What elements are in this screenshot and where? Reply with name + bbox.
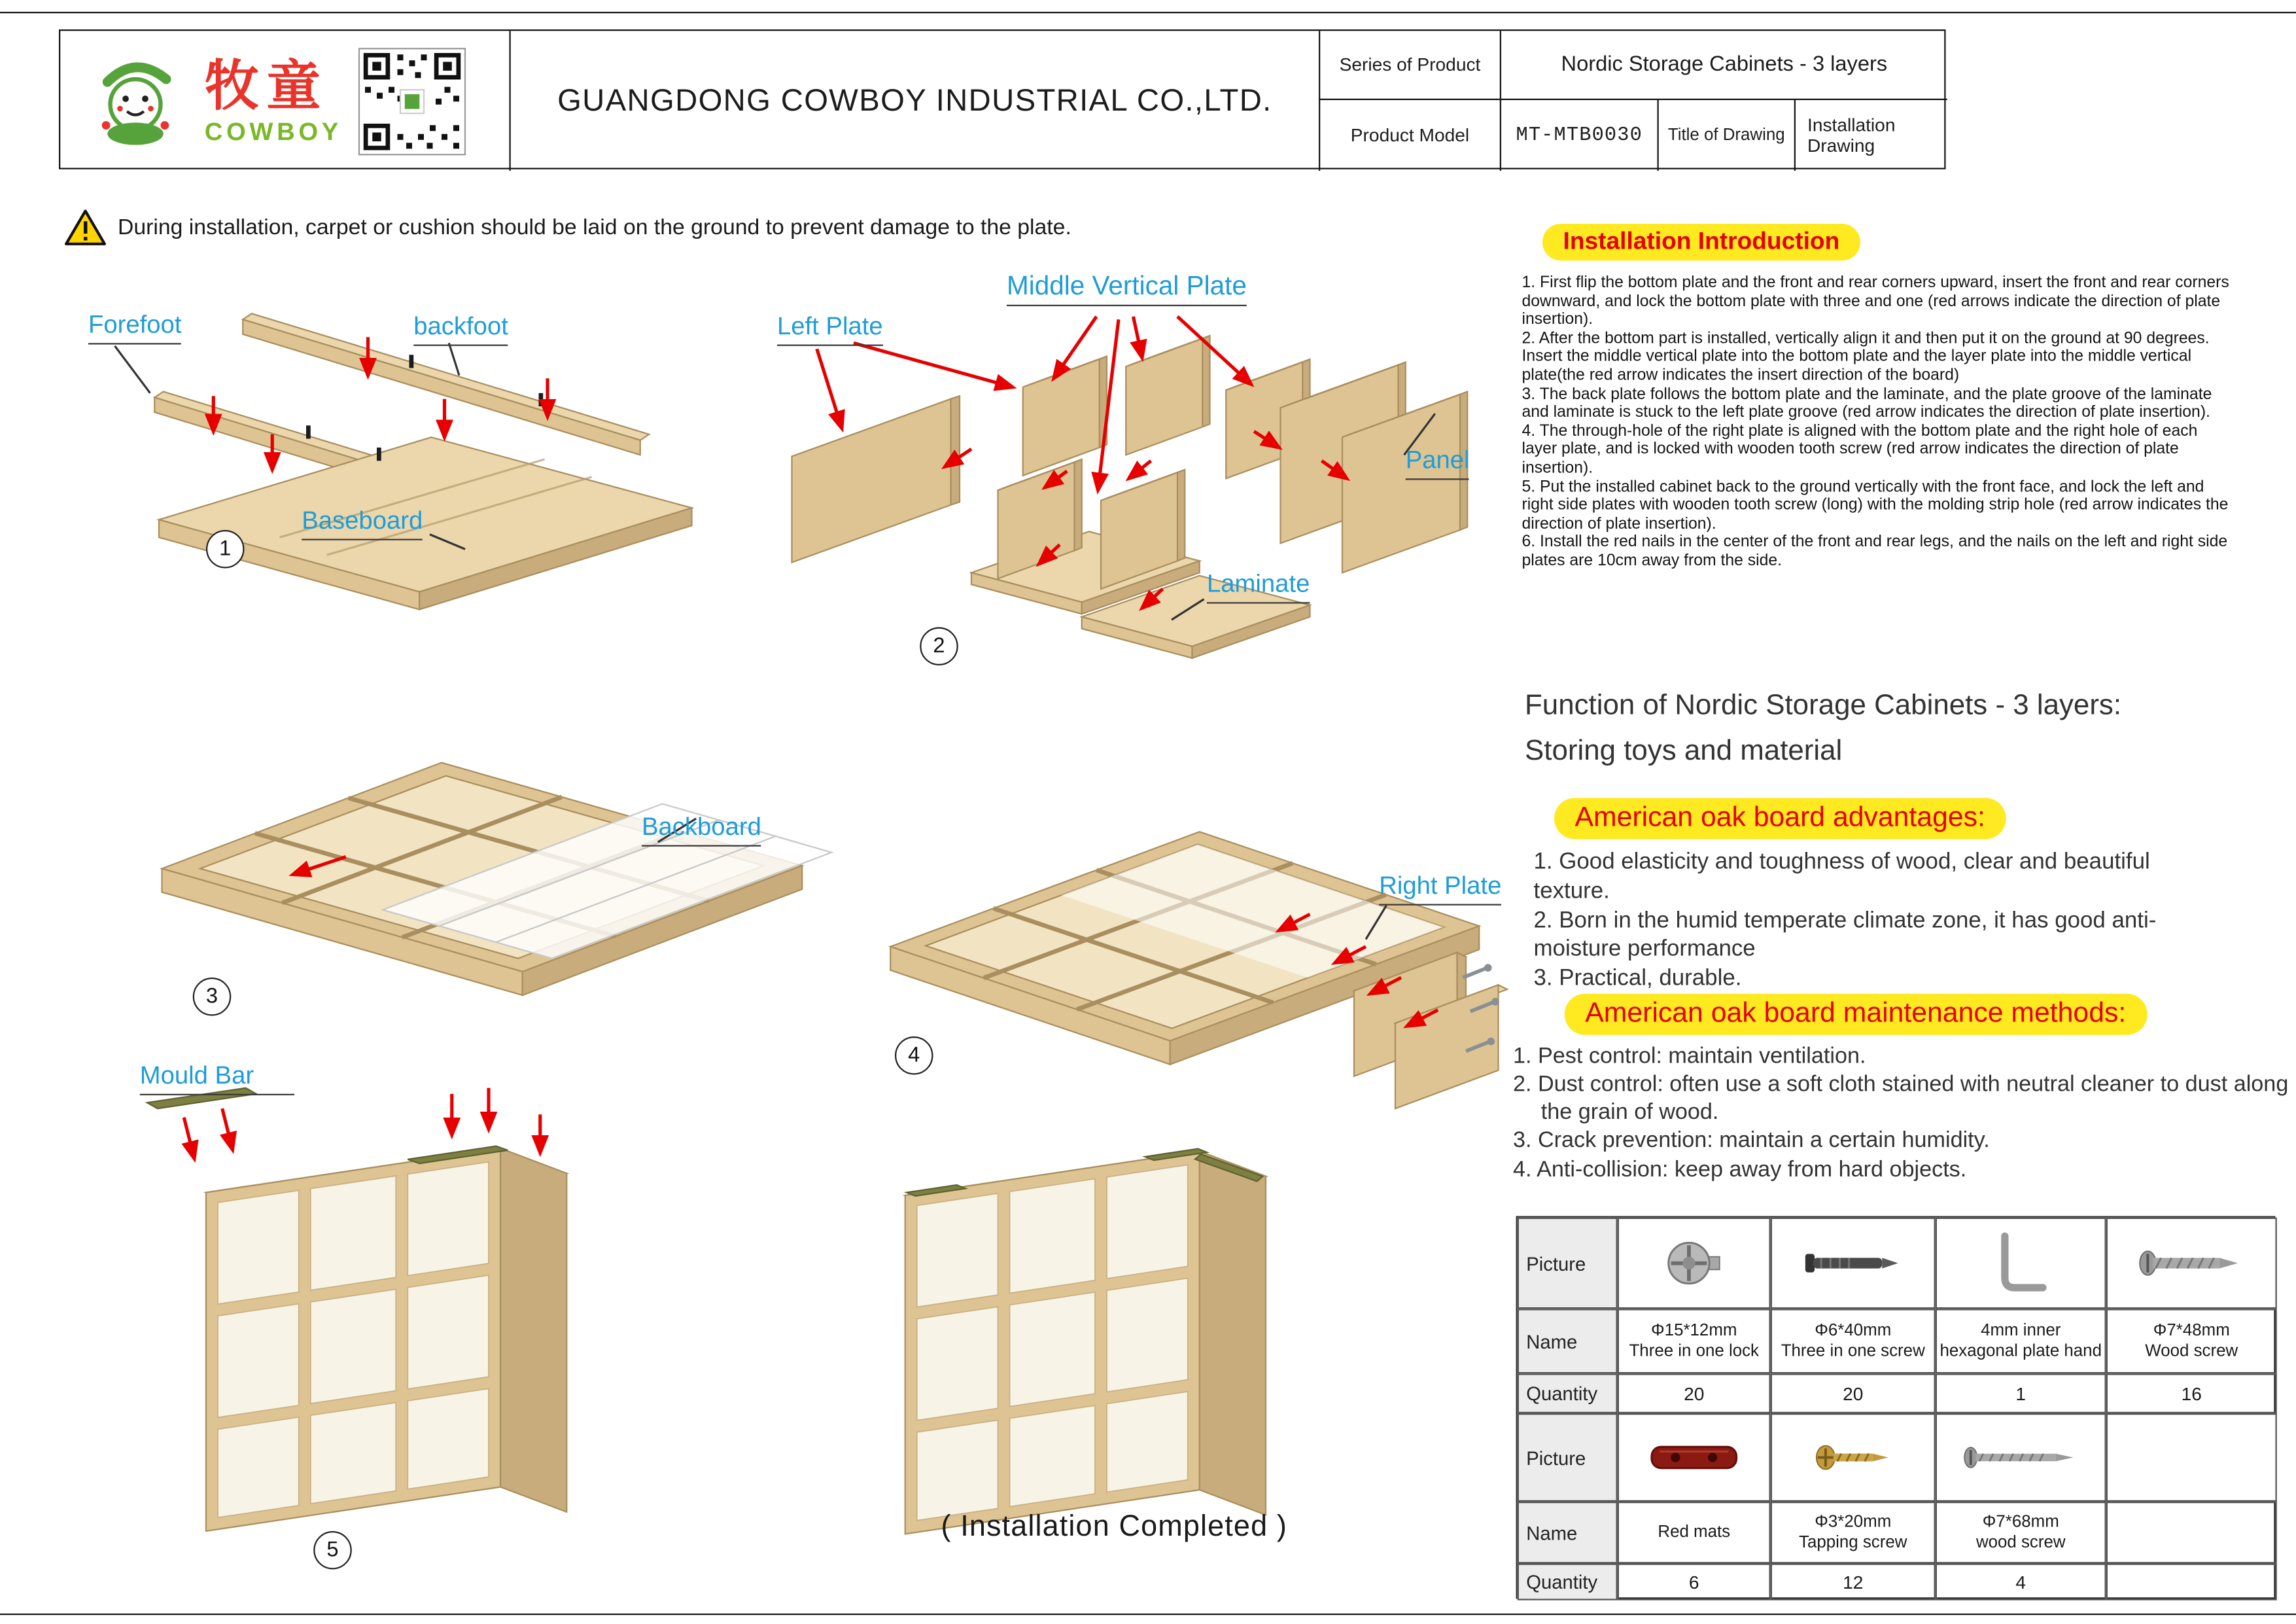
parts-name-cell	[2106, 1309, 2277, 1373]
installation-introduction-title: Installation Introduction	[1542, 224, 1860, 260]
advantage-item: 3. Practical, durable.	[1533, 966, 1742, 991]
long-wood-screw-icon	[1950, 1432, 2091, 1483]
empty-cell	[2106, 1502, 2277, 1564]
completed-diagram	[839, 1107, 1355, 1512]
advantages-title: American oak board advantages:	[1554, 798, 2006, 839]
qr-code-icon	[360, 48, 466, 154]
row-label-name: Name	[1518, 1309, 1618, 1373]
label-backboard: Backboard	[642, 814, 761, 846]
drawing-title-value: Installation Drawing	[1794, 100, 1947, 171]
cam-lock-icon	[1656, 1225, 1732, 1301]
parts-picture-cell	[1618, 1413, 1771, 1502]
logo-cell	[60, 31, 509, 171]
advantage-item: 2. Born in the humid temperate climate zone, it has good anti-moisture performance	[1533, 908, 2157, 962]
intro-item: 4. The through-hole of the right plate is aligned with the bottom plate and the right hole of each layer plate, and is locked with wooden tooth screw (red arrow indicates the direction of plate insertion).	[1522, 422, 2198, 477]
label-panel: Panel	[1406, 448, 1470, 480]
row-label-quantity: Quantity	[1518, 1564, 1618, 1600]
maintenance-title: American oak board maintenance methods:	[1565, 994, 2147, 1035]
parts-name-cell	[1771, 1309, 1936, 1373]
function-heading	[1525, 683, 2121, 775]
label-middle-vertical-plate: Middle Vertical Plate	[1007, 272, 1247, 306]
parts-picture-cell	[1618, 1218, 1771, 1309]
label-left-plate: Left Plate	[777, 313, 883, 345]
red-mats-icon	[1640, 1431, 1749, 1484]
label-baseboard: Baseboard	[302, 508, 423, 540]
series-value: Nordic Storage Cabinets - 3 layers	[1500, 31, 1947, 100]
title-block	[59, 29, 1946, 169]
parts-quantity-cell: 1	[1936, 1373, 2106, 1413]
label-backfoot: backfoot	[413, 313, 508, 345]
label-forefoot: Forefoot	[88, 312, 181, 344]
part-name-line: Φ7*48mm	[2153, 1321, 2230, 1339]
empty-cell	[2106, 1564, 2277, 1600]
intro-item: 3. The back plate follows the bottom plate and the laminate, and the plate groove of the laminate and laminate is stuck to the left plate groove (red arrow indicates the direction of plate insertion).	[1522, 385, 2212, 421]
intro-item: 1. First flip the bottom plate and the front and rear corners upward, insert the front and rear corners downward, and lock the bottom plate with three and one (red arrows indicate the direction of plate insertion).	[1522, 274, 2229, 329]
maintenance-item: 4. Anti-collision: keep away from hard objects.	[1513, 1156, 1967, 1182]
function-line1: Function of Nordic Storage Cabinets - 3 layers:	[1525, 689, 2122, 722]
page-bottom-rule	[0, 1614, 2296, 1615]
parts-name-cell	[1936, 1309, 2106, 1373]
intro-item: 5. Put the installed cabinet back to the ground vertically with the front face, and lock the left and right side plates with wooden tooth screw (long) with the molding strip hole (red arrow indicates the direction of plate insertion).	[1522, 478, 2229, 533]
parts-table	[1516, 1216, 2276, 1599]
part-name-line: Three in one lock	[1629, 1343, 1759, 1360]
part-name-line: Φ3*20mm	[1815, 1513, 1892, 1531]
label-laminate: Laminate	[1207, 571, 1310, 603]
part-name-line: Three in one screw	[1781, 1343, 1925, 1360]
parts-name-cell	[1618, 1502, 1771, 1564]
brand-chinese: 牧童	[204, 55, 328, 116]
parts-name-cell	[1618, 1309, 1771, 1373]
maintenance-list	[1513, 1042, 2296, 1183]
function-line2: Storing toys and material	[1525, 734, 1843, 768]
series-label: Series of Product	[1319, 31, 1500, 100]
parts-quantity-cell: 4	[1936, 1564, 2106, 1600]
parts-picture-cell	[1936, 1218, 2106, 1309]
parts-picture-cell	[2106, 1218, 2277, 1309]
row-label-picture: Picture	[1518, 1413, 1618, 1502]
empty-cell	[2106, 1413, 2277, 1502]
parts-picture-cell	[1771, 1413, 1936, 1502]
step1-number: 1	[206, 530, 245, 569]
drawing-title-label: Title of Drawing	[1658, 100, 1794, 171]
step3-diagram	[125, 707, 831, 1053]
part-name-line: Wood screw	[2145, 1343, 2238, 1360]
maintenance-item: 1. Pest control: maintain ventilation.	[1513, 1044, 1866, 1069]
step2-number: 2	[920, 627, 958, 666]
maintenance-item: 3. Crack prevention: maintain a certain humidity.	[1513, 1128, 1990, 1154]
row-label-picture: Picture	[1518, 1218, 1618, 1309]
intro-item: 2. After the bottom part is installed, vertically align it and then put it on the ground at 90 degrees. Insert the middle vertical plate into the bottom plate and the layer plate into the middle vertical plate(the red arrow indicates the insert direction of the board)	[1522, 329, 2210, 385]
brand-name: COWBOY	[204, 116, 342, 145]
row-label-name: Name	[1518, 1502, 1618, 1564]
parts-quantity-cell: 20	[1618, 1373, 1771, 1413]
part-name-line: Φ15*12mm	[1651, 1321, 1737, 1339]
dowel-screw-icon	[1800, 1235, 1906, 1292]
installation-introduction-list	[1522, 274, 2232, 571]
maintenance-item: 2. Dust control: often use a soft cloth stained with neutral cleaner to dust along the grain of wood.	[1513, 1072, 2289, 1125]
tapping-screw-icon	[1807, 1431, 1899, 1484]
part-name-line: 4mm inner	[1981, 1321, 2061, 1339]
completed-caption: ( Installation Completed )	[941, 1510, 1287, 1543]
part-name-line: wood screw	[1975, 1534, 2066, 1552]
intro-item: 6. Install the red nails in the center of the front and rear legs, and the nails on the left and right side plates are 10cm away from the side.	[1522, 533, 2228, 570]
warning-icon	[65, 209, 106, 246]
step5-number: 5	[313, 1531, 352, 1570]
step4-diagram	[869, 773, 1502, 1119]
part-name-line: Φ7*68mm	[1982, 1513, 2059, 1531]
advantages-list	[1534, 848, 2214, 994]
cowboy-mascot-icon	[78, 45, 193, 157]
parts-quantity-cell: 16	[2106, 1373, 2277, 1413]
hex-key-icon	[1984, 1226, 2058, 1300]
parts-quantity-cell: 6	[1618, 1564, 1771, 1600]
step4-number: 4	[895, 1036, 933, 1075]
parts-picture-cell	[1771, 1218, 1936, 1309]
parts-name-cell	[1936, 1502, 2106, 1564]
parts-name-cell	[1771, 1502, 1936, 1564]
model-label: Product Model	[1319, 100, 1500, 171]
parts-quantity-cell: 20	[1771, 1373, 1936, 1413]
row-label-quantity: Quantity	[1518, 1373, 1618, 1413]
parts-quantity-cell: 12	[1771, 1564, 1936, 1600]
part-name-line: Red mats	[1658, 1523, 1731, 1542]
label-right-plate: Right Plate	[1379, 873, 1501, 905]
part-name-line: Tapping screw	[1799, 1534, 1907, 1552]
company-name: GUANGDONG COWBOY INDUSTRIAL CO.,LTD.	[510, 31, 1319, 171]
part-name-line: Φ6*40mm	[1815, 1321, 1892, 1339]
step3-number: 3	[193, 978, 232, 1016]
model-value: MT-MTB0030	[1500, 100, 1658, 171]
page-top-rule	[0, 12, 2296, 13]
label-mould-bar: Mould Bar	[140, 1063, 295, 1095]
step5-diagram	[125, 1082, 625, 1568]
wood-screw-icon	[2129, 1237, 2255, 1290]
warning-text: During installation, carpet or cushion should be laid on the ground to prevent damage to the plate.	[118, 215, 1071, 240]
parts-picture-cell	[1936, 1413, 2106, 1502]
brand-text	[204, 55, 342, 145]
part-name-line: hexagonal plate hand	[1939, 1343, 2102, 1360]
advantage-item: 1. Good elasticity and toughness of wood, clear and beautiful texture.	[1533, 849, 2150, 904]
